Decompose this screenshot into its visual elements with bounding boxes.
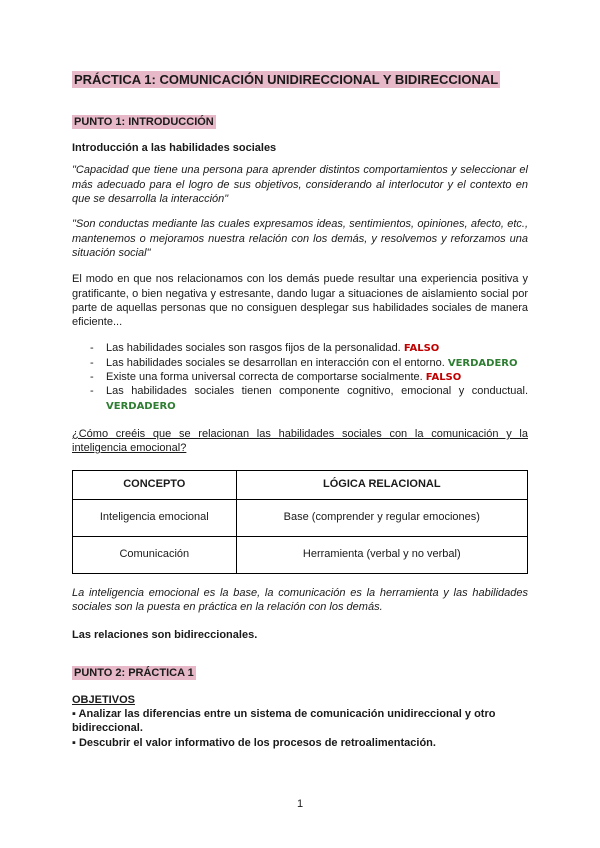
verdict-false: FALSO (403, 343, 440, 355)
table-header-row (73, 470, 528, 499)
table-row (73, 536, 528, 573)
objective-item: ▪ Analizar las diferencias entre un sistema de comunicación unidireccional y otro bidireccional. (72, 708, 496, 735)
intro-paragraph: El modo en que nos relacionamos con los demás puede resultar una experiencia positiva y gratificante, o bien negativa y estresante, dando lugar a situaciones de aislamiento social por parte de aquellas personas que no consiguen desplegar sus habilidades sociales de manera eficiente... (72, 273, 528, 329)
objectives-heading: OBJETIVOS (72, 693, 135, 706)
table-cell: Inteligencia emocional (73, 499, 237, 536)
section1-heading: PUNTO 1: INTRODUCCIÓN (74, 115, 214, 128)
section1-subheading: Introducción a las habilidades sociales (72, 142, 277, 155)
list-item: - Las habilidades sociales son rasgos fijos de la personalidad. FALSO (90, 341, 528, 355)
table-cell: Herramienta (verbal y no verbal) (236, 536, 527, 573)
page-number: 1 (296, 798, 304, 810)
document-title: PRÁCTICA 1: COMUNICACIÓN UNIDIRECCIONAL Y BIDIRECCIONAL (74, 72, 499, 87)
conclusion: La inteligencia emocional es la base, la comunicación es la herramienta y las habilidades sociales son la puesta en práctica en la relación con los demás. (72, 586, 528, 613)
quote-2: "Son conductas mediante las cuales expresamos ideas, sentimientos, opiniones, afecto, etc., mantenemos o mejoramos nuestra relación con los demás, y resolvemos y reforzamos una situación social" (72, 218, 528, 259)
question: ¿Cómo creéis que se relacionan las habilidades sociales con la comunicación y la inteligencia emocional? (72, 427, 528, 455)
list-item: - Las habilidades sociales tienen componente cognitivo, emocional y conductual. VERDADERO (90, 384, 528, 413)
page-content (72, 72, 528, 750)
concept-table (72, 470, 528, 574)
verdict-true: VERDADERO (447, 357, 518, 369)
table-cell: Base (comprender y regular emociones) (236, 499, 527, 536)
table-header-logica: LÓGICA RELACIONAL (236, 470, 527, 499)
table-row (73, 499, 528, 536)
statement-list (72, 341, 528, 412)
objective-item: ▪ Descubrir el valor informativo de los procesos de retroalimentación. (72, 736, 436, 749)
list-item: - Las habilidades sociales se desarrollan en interacción con el entorno. VERDADERO (90, 356, 528, 370)
closing-statement: Las relaciones son bidireccionales. (72, 629, 258, 642)
quote-1: "Capacidad que tiene una persona para aprender distintos comportamientos y seleccionar el más adecuado para el logro de sus objetivos, considerando al interlocutor y el contexto en que se desarrolla la interacción" (72, 164, 528, 206)
table-cell: Comunicación (73, 536, 237, 573)
table-header-concepto: CONCEPTO (73, 470, 237, 499)
verdict-false: FALSO (425, 372, 462, 384)
list-item: - Existe una forma universal correcta de comportarse socialmente. FALSO (90, 370, 528, 384)
verdict-true: VERDADERO (106, 400, 176, 412)
section2-heading: PUNTO 2: PRÁCTICA 1 (74, 667, 194, 680)
